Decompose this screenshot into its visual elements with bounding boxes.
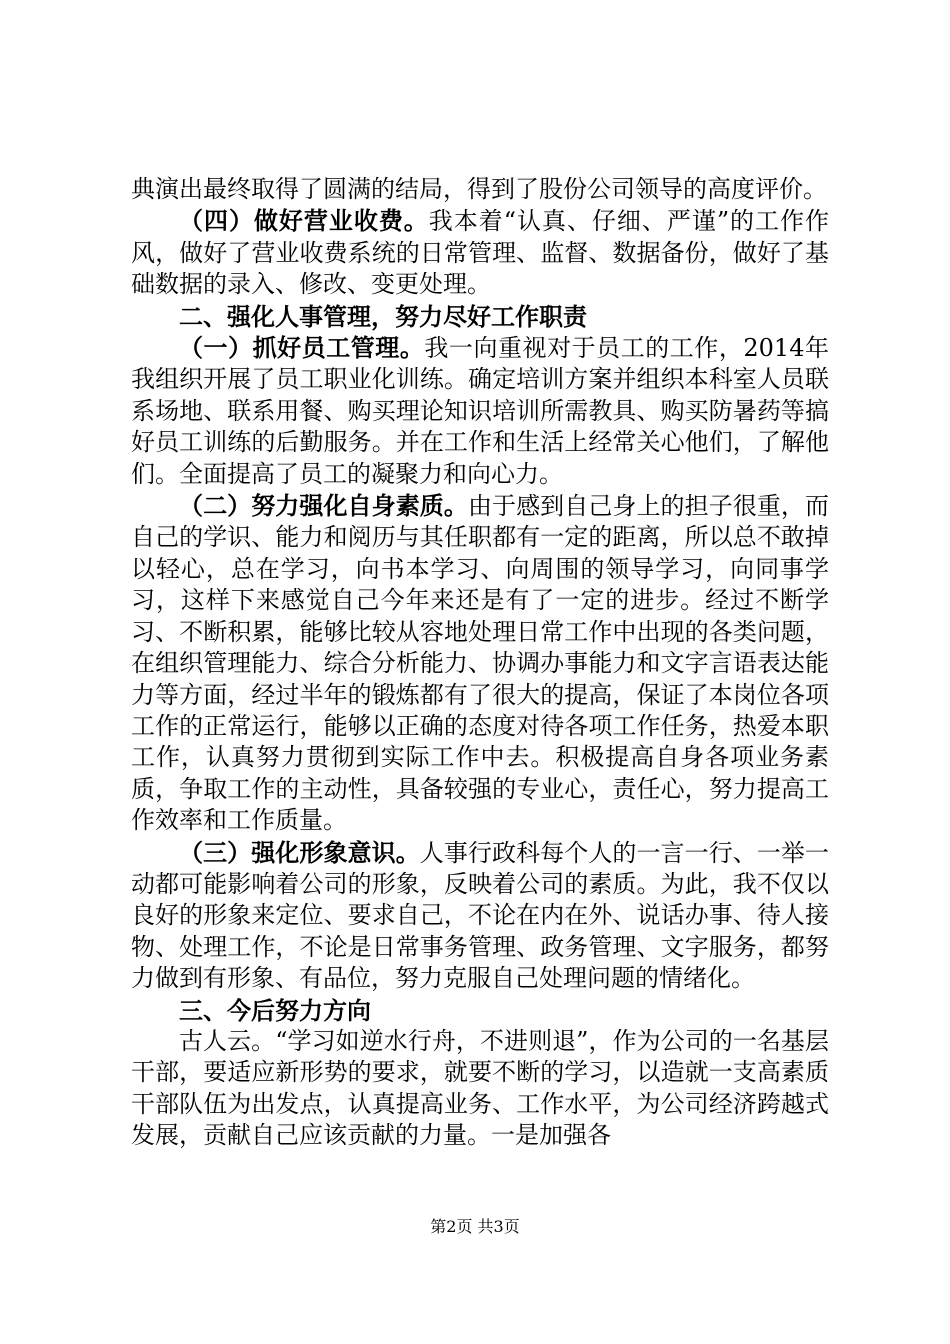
paragraph-text: 我本着“认真、仔细、严谨”的工作作风，做好了营业收费系统的日常管理、监督、数据备份，做好了基础数据的录入、修改、变更处理。 (131, 207, 829, 299)
paragraph (131, 837, 829, 995)
paragraph-lead: （一）抓好员工管理。 (179, 333, 425, 363)
paragraph: 古人云。“学习如逆水行舟，不进则退”，作为公司的一名基层干部，要适应新形势的要求，就要不断的学习，以造就一支高素质干部队伍为出发点，认真提高业务、工作水平，为公司经济跨越式发展，贡献自己应该贡献的力量。一是加强各 (131, 1026, 829, 1150)
paragraph-text: 我一向重视对于员工的工作，2014年我组织开展了员工职业化训练。确定培训方案并组织本科室人员联系场地、联系用餐、购买理论知识培训所需教具、购买防暑药等搞好员工训练的后勤服务。并在工作和生活上经常关心他们，了解他们。全面提高了员工的凝聚力和向心力。 (131, 334, 830, 488)
document-body (131, 174, 829, 1152)
paragraph-lead: （二）努力强化自身素质。 (179, 491, 468, 521)
paragraph: 典演出最终取得了圆满的结局，得到了股份公司领导的高度评价。 (131, 175, 827, 203)
page-number-footer: 第2页 共3页 (430, 1217, 520, 1236)
section-heading: 三、今后努力方向 (179, 995, 371, 1025)
paragraph-lead: （四）做好营业收费。 (179, 206, 429, 236)
paragraph (131, 205, 829, 300)
paragraph (131, 490, 829, 836)
paragraph-text: 人事行政科每个人的一言一行、一举一动都可能影响着公司的形象，反映着公司的素质。为此，我不仅以良好的形象来定位、要求自己，不论在内在外、说话办事、待人接物、处理工作，不论是日常事务管理、政务管理、文字服务，都努力做到有形象、有品位，努力克服自己处理问题的情绪化。 (131, 838, 830, 993)
section-heading: 二、强化人事管理，努力尽好工作职责 (179, 301, 587, 331)
paragraph-text: 由于感到自己身上的担子很重，而自己的学识、能力和阅历与其任职都有一定的距离，所以总不敢掉以轻心，总在学习，向书本学习、向周围的领导学习，向同事学习，这样下来感觉自己今年来还是有了一定的进步。经过不断学习、不断积累，能够比较从容地处理日常工作中出现的各类问题，在组织管理能力、综合分析能力、协调办事能力和文字言语表达能力等方面，经过半年的锻炼都有了很大的提高，保证了本岗位各项工作的正常运行，能够以正确的态度对待各项工作任务，热爱本职工作，认真努力贯彻到实际工作中去。积极提高自身各项业务素质，争取工作的主动性，具备较强的专业心，责任心，努力提高工作效率和工作质量。 (131, 492, 830, 835)
paragraph (131, 332, 829, 490)
paragraph-lead: （三）强化形象意识。 (179, 837, 420, 867)
